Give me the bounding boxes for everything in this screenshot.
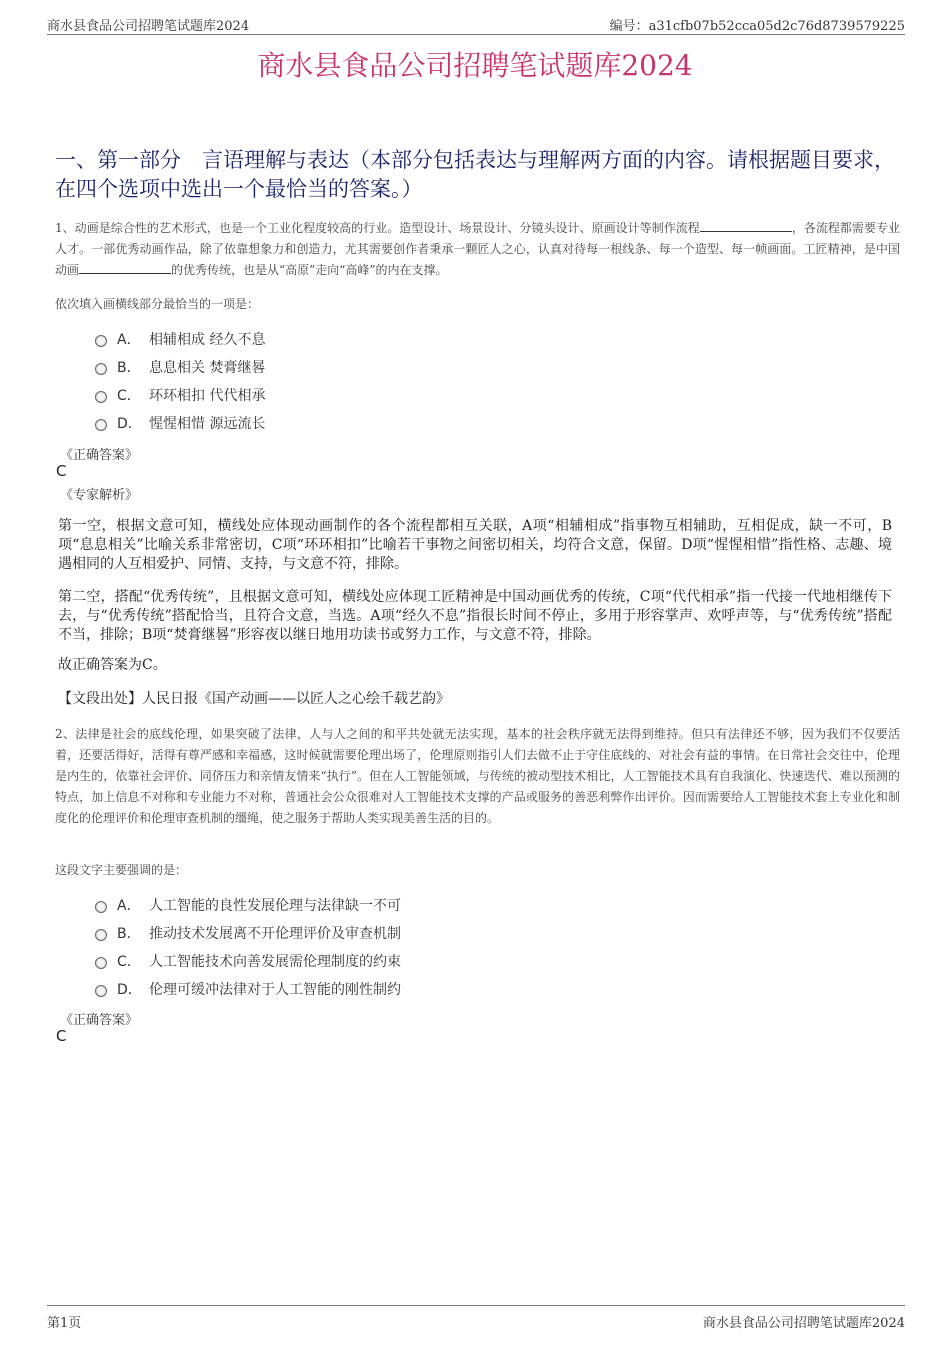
analysis-paragraph-1: 第一空，根据文意可知，横线处应体现动画制作的各个流程都相互关联，A项“相辅相成”指事物互相辅助，互相促成，缺一不可，B项“息息相关”比喻关系非常密切，C项“环环相扣”比喻若干事物之间密切相关，均符合文意，保留。D项“惺惺相惜”指性格、志趣、境遇相同的人互相爱护、同情、支持，与文意不符，排除。 xyxy=(58,518,892,572)
radio-icon[interactable] xyxy=(95,419,107,431)
source-citation: 【文段出处】人民日报《国产动画——以匠人之心绘千载艺韵》 xyxy=(58,691,450,707)
option-letter: D． xyxy=(117,982,142,998)
analysis-paragraph-2: 第二空，搭配“优秀传统”，且根据文意可知，横线处应体现工匠精神是中国动画优秀的传统，C项“代代相承”指一代接一代地相继传下去，与“优秀传统”搭配恰当，且符合文意，当选。A项“经久不息”指很长时间不停止，多用于形容掌声、欢呼声等，与“优秀传统”搭配不当，排除；B项“焚膏继晷”形容夜以继日地用功读书或努力工作，与文意不符，排除。 xyxy=(58,589,892,643)
radio-icon[interactable] xyxy=(95,957,107,969)
question-1-text xyxy=(55,218,900,281)
question-2-option-a[interactable] xyxy=(95,891,401,919)
fill-blank-1 xyxy=(700,218,792,232)
option-text: 人工智能的良性发展伦理与法律缺一不可 xyxy=(149,898,401,914)
radio-icon[interactable] xyxy=(95,985,107,997)
question-1-text-part2: ，各流程都需要专业人才。一部优秀动画作品，除了依靠想象力和创造力，尤其需要创作者秉承一颗匠人之心，认真对待每一根线条、每一个造型、每一帧画面。工匠精神，是中国动画 xyxy=(55,221,900,277)
option-text: 伦理可缓冲法律对于人工智能的刚性制约 xyxy=(149,982,401,998)
header-doc-id: 编号：a31cfb07b52cca05d2c76d8739579225 xyxy=(609,19,905,34)
question-1-text-part3: 的优秀传统，也是从“高原”走向“高峰”的内在支撑。 xyxy=(171,263,448,277)
question-2-answer: C xyxy=(56,1027,67,1045)
analysis-paragraph-3: 故正确答案为C。 xyxy=(58,657,167,673)
radio-icon[interactable] xyxy=(95,363,107,375)
page-number: 第1页 xyxy=(47,1316,82,1331)
page-header xyxy=(47,14,905,35)
option-letter: C． xyxy=(117,954,141,970)
option-letter: B． xyxy=(117,360,141,376)
option-text: 人工智能技术向善发展需伦理制度的约束 xyxy=(149,954,401,970)
page-title: 商水县食品公司招聘笔试题库2024 xyxy=(257,49,693,82)
option-text: 息息相关 焚膏继晷 xyxy=(149,360,266,376)
question-2-answer-label: 《正确答案》 xyxy=(60,1013,139,1028)
option-text: 惺惺相惜 源远流长 xyxy=(149,416,266,432)
option-text: 推动技术发展离不开伦理评价及审查机制 xyxy=(149,926,401,942)
question-1-options xyxy=(95,325,265,437)
section-heading: 一、第一部分 言语理解与表达（本部分包括表达与理解两方面的内容。请根据题目要求，在四个选项中选出一个最恰当的答案。） xyxy=(55,148,895,201)
page-footer xyxy=(47,1305,905,1331)
question-1-option-a[interactable] xyxy=(95,325,265,353)
question-1-analysis-label: 《专家解析》 xyxy=(60,488,139,503)
question-1-option-b[interactable] xyxy=(95,353,265,381)
option-text: 相辅相成 经久不息 xyxy=(149,332,266,348)
option-text: 环环相扣 代代相承 xyxy=(149,388,266,404)
question-1-option-c[interactable] xyxy=(95,381,265,409)
radio-icon[interactable] xyxy=(95,929,107,941)
option-letter: D． xyxy=(117,416,142,432)
question-2-prompt: 这段文字主要强调的是： xyxy=(55,863,188,877)
question-1-text-part1: 1、动画是综合性的艺术形式，也是一个工业化程度较高的行业。造型设计、场景设计、分镜头设计、原画设计等制作流程 xyxy=(55,221,700,235)
question-2-option-d[interactable] xyxy=(95,975,401,1003)
option-letter: B． xyxy=(117,926,141,942)
header-doc-title: 商水县食品公司招聘笔试题库2024 xyxy=(47,19,250,34)
question-1-option-d[interactable] xyxy=(95,409,265,437)
radio-icon[interactable] xyxy=(95,335,107,347)
option-letter: A． xyxy=(117,898,141,914)
footer-doc-title: 商水县食品公司招聘笔试题库2024 xyxy=(702,1316,905,1331)
question-2-option-b[interactable] xyxy=(95,919,401,947)
question-1-answer: C xyxy=(56,462,67,480)
question-2-options xyxy=(95,891,401,1003)
question-2-option-c[interactable] xyxy=(95,947,401,975)
radio-icon[interactable] xyxy=(95,901,107,913)
fill-blank-2 xyxy=(79,260,171,274)
radio-icon[interactable] xyxy=(95,391,107,403)
option-letter: C． xyxy=(117,388,141,404)
question-1-prompt: 依次填入画横线部分最恰当的一项是： xyxy=(55,297,260,311)
question-2-text: 2、法律是社会的底线伦理，如果突破了法律，人与人之间的和平共处就无法实现，基本的社会秩序就无法得到维持。但只有法律还不够，因为我们不仅要活着，还要活得好，活得有尊严感和幸福感，这时候就需要伦理出场了，伦理原则指引人们去做不止于守住底线的、对社会有益的事情。在日常社会交往中，伦理是内生的，依靠社会评价、同侪压力和亲情友情来“执行”。但在人工智能领域，与传统的被动型技术相比，人工智能技术具有自我演化、快速迭代、难以预测的特点，加上信息不对称和专业能力不对称，普通社会公众很难对人工智能技术支撑的产品或服务的善恶利弊作出评价。因而需要给人工智能技术套上专业化和制度化的伦理评价和伦理审查机制的缰绳，使之服务于帮助人类实现美善生活的目的。 xyxy=(55,727,900,825)
question-1-answer-label: 《正确答案》 xyxy=(60,448,139,463)
option-letter: A． xyxy=(117,332,141,348)
